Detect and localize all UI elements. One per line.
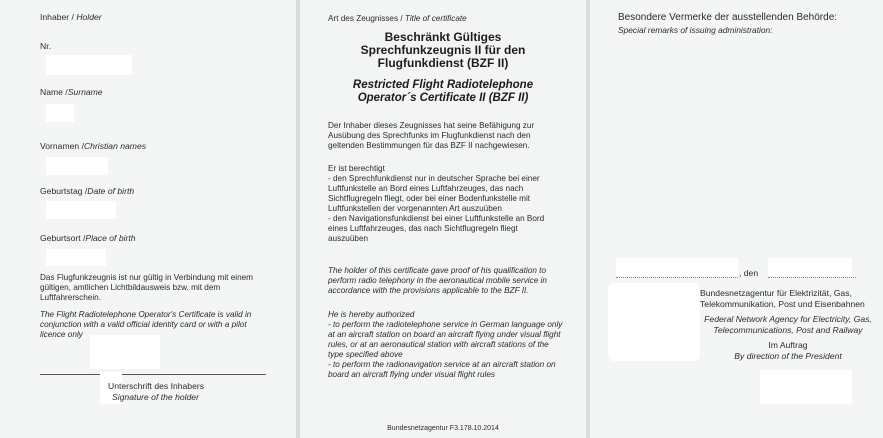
signature-line bbox=[40, 374, 266, 375]
place-line bbox=[616, 277, 738, 278]
christian-names-label-en: Christian names bbox=[83, 141, 147, 151]
para1-en-line: perform radio telephony in the aeronautical mobile service in bbox=[328, 276, 547, 285]
para1-de-line: Ausübung des Sprechfunks im Flugfunkdienst nach den bbox=[328, 131, 531, 140]
redacted-place bbox=[616, 258, 738, 276]
pob-label-de: Geburtsort / bbox=[40, 233, 86, 243]
type-label-en: Title of certificate bbox=[404, 14, 467, 23]
validity-de-line: Das Flugfunkzeugnis ist nur gültig in Verbindung mit einem bbox=[40, 273, 253, 282]
authorization-text-de bbox=[328, 164, 584, 244]
para2-en-line: He is hereby authorized bbox=[328, 310, 415, 319]
para2-en-line: - to perform the radiotelephone service in German language only bbox=[328, 320, 563, 329]
remarks-heading-de: Besondere Vermerke der ausstellenden Behörde: bbox=[618, 12, 838, 23]
nr-label: Nr. bbox=[40, 41, 51, 51]
christian-names-label bbox=[40, 141, 146, 152]
title-de-line: Sprechfunkzeugnis II für den bbox=[360, 43, 526, 57]
para2-de-line: eines Luftfahrzeuges, das nach Sichtflugregeln fliegt bbox=[328, 224, 518, 233]
validity-de-line: gültigen, amtlichen Lichtbildausweis bzw. mit dem bbox=[40, 283, 221, 292]
agency-en-line: Telecommunications, Post and Railway bbox=[713, 325, 863, 335]
agency-de-line: Bundesnetzagentur für Elektrizität, Gas, bbox=[700, 288, 852, 298]
certificate-panel bbox=[300, 0, 586, 438]
redacted-dob bbox=[46, 201, 116, 219]
para2-de-line: - den Navigationsfunkdienst bei einer Luftfunkstelle an Bord bbox=[328, 214, 545, 223]
pob-label bbox=[40, 233, 136, 244]
redacted-date bbox=[768, 258, 852, 276]
para2-de-line: Luftfunkstellen der vorgenannten Art auszuüben bbox=[328, 204, 502, 213]
redacted-surname bbox=[46, 104, 74, 122]
dob-label-en: Date of birth bbox=[87, 186, 135, 196]
validity-en-line: The Flight Radiotelephone Operator's Certificate is valid in bbox=[40, 310, 252, 319]
surname-label-de: Name / bbox=[40, 87, 68, 97]
holder-label-en: Holder bbox=[76, 12, 102, 22]
redacted-official-signature bbox=[760, 370, 852, 404]
para2-de-line: Luftfunkstelle an Bord eines Luftfahrzeuges, das nach bbox=[328, 184, 524, 193]
validity-en-line: licence only bbox=[40, 330, 83, 339]
para1-de-line: Der Inhaber dieses Zeugnisses hat seine Befähigung zur bbox=[328, 121, 535, 130]
para1-en-line: accordance with the provisions applicable to the BZF II. bbox=[328, 286, 529, 295]
surname-label bbox=[40, 87, 103, 98]
remarks-panel bbox=[590, 0, 883, 438]
im-auftrag: Im Auftrag bbox=[768, 340, 808, 350]
para2-de-line: Sichtflugregeln fliegt, oder bei einer Bodenfunkstelle mit bbox=[328, 194, 531, 203]
para2-de-line: Er ist berechtigt bbox=[328, 164, 385, 173]
holder-panel bbox=[0, 0, 296, 438]
qualification-text-en bbox=[328, 266, 584, 296]
title-de-line: Beschränkt Gültiges bbox=[384, 30, 502, 44]
validity-de-line: Luftfahrerschein. bbox=[40, 293, 101, 302]
redacted-seal bbox=[608, 283, 700, 361]
qualification-text-de bbox=[328, 121, 584, 151]
para2-en-line: board an aircraft flying under visual flight rules bbox=[328, 370, 496, 379]
remarks-heading-en: Special remarks of issuing administration: bbox=[618, 25, 773, 35]
agency-en-line: Federal Network Agency for Electricity, Gas, bbox=[704, 314, 872, 324]
para2-en-line: at an aircraft station on board an aircraft flying under visual flight bbox=[328, 330, 561, 339]
form-number: Bundesnetzagentur F3.178.10.2014 bbox=[387, 425, 499, 432]
christian-names-label-de: Vornamen / bbox=[40, 141, 84, 151]
para1-de-line: geltenden Bestimmungen für das BZF II nachgewiesen. bbox=[328, 141, 530, 150]
validity-en-line: conjunction with a valid official identity card or with a pilot bbox=[40, 320, 247, 329]
signature-label-en: Signature of the holder bbox=[112, 392, 199, 402]
para2-en-line: type specified above bbox=[328, 350, 403, 359]
certificate-type-label bbox=[328, 14, 467, 24]
date-line bbox=[768, 277, 856, 278]
title-en-line: Restricted Flight Radiotelephone bbox=[352, 79, 534, 91]
redacted-photo bbox=[90, 335, 160, 369]
by-direction: By direction of the President bbox=[734, 351, 842, 361]
agency-de-line: Telekommunikation, Post und Eisenbahnen bbox=[700, 299, 865, 309]
para2-de-line: auszuüben bbox=[328, 234, 369, 243]
dob-label-de: Geburtstag / bbox=[40, 186, 88, 196]
dob-label bbox=[40, 186, 134, 197]
authorization-text-en bbox=[328, 310, 586, 380]
type-label-de: Art des Zeugnisses / bbox=[328, 14, 403, 23]
para2-en-line: - to perform the radionavigation service at an aircraft station on bbox=[328, 360, 556, 369]
validity-note-en bbox=[40, 310, 290, 340]
redacted-pob bbox=[46, 249, 106, 266]
date-separator: , den bbox=[739, 268, 759, 278]
signature-label-de: Unterschrift des Inhabers bbox=[108, 381, 205, 391]
redacted-nr bbox=[46, 55, 132, 75]
para2-en-line: rules, or at an aeronautical station with aircraft stations of the bbox=[328, 340, 549, 349]
para1-en-line: The holder of this certificate gave proof of his qualification to bbox=[328, 266, 547, 275]
agency-name-de bbox=[700, 288, 880, 310]
title-en-line: Operator´s Certificate II (BZF II) bbox=[357, 92, 529, 104]
pob-label-en: Place of birth bbox=[85, 233, 136, 243]
validity-note-de bbox=[40, 273, 290, 303]
holder-label-de: Inhaber / bbox=[40, 12, 74, 22]
surname-label-en: Surname bbox=[67, 87, 103, 97]
redacted-christian-names bbox=[46, 157, 108, 175]
holder-heading bbox=[40, 12, 102, 23]
title-de-line: Flugfunkdienst (BZF II) bbox=[377, 56, 509, 70]
certificate-title-en bbox=[300, 79, 586, 105]
certificate-title-de bbox=[300, 31, 586, 70]
agency-name-en bbox=[693, 314, 883, 336]
para2-de-line: - den Sprechfunkdienst nur in deutscher Sprache bei einer bbox=[328, 174, 540, 183]
